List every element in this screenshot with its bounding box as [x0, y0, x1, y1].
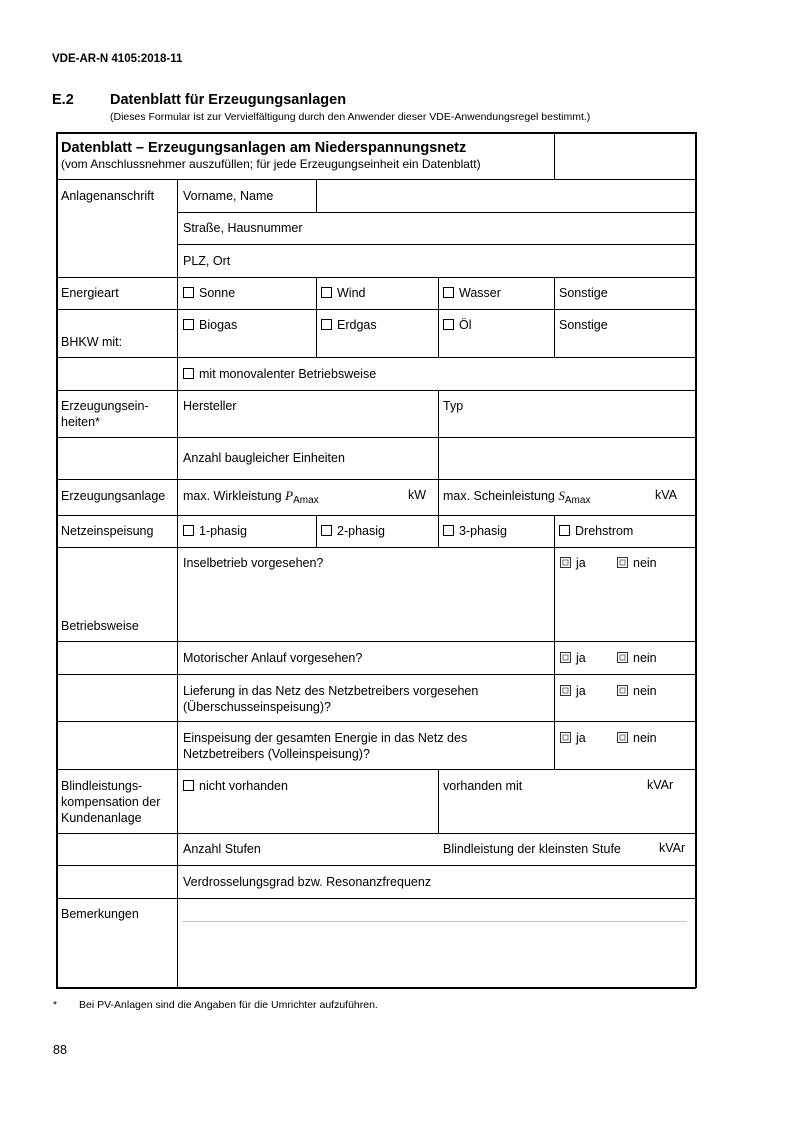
hline [56, 309, 696, 310]
smallest-stage-label: Blindleistung der kleinsten Stufe [443, 842, 621, 856]
compensation-present-label: vorhanden mit [443, 779, 523, 793]
energy-other-label: Sonstige [559, 286, 608, 300]
checkbox-icon[interactable] [617, 685, 628, 696]
island-question: Inselbetrieb vorgesehen? [183, 556, 324, 570]
apparent-power-text: max. Scheinleistung [443, 489, 555, 503]
plant-label: Erzeugungsanlage [61, 489, 166, 503]
checkbox-icon[interactable] [617, 557, 628, 568]
motor-start-no[interactable] [617, 650, 657, 666]
option-label: Erdgas [337, 318, 377, 332]
option-label: ja [576, 651, 586, 665]
option-label: nein [633, 731, 657, 745]
vline [554, 277, 555, 357]
feed-one-phase-option[interactable] [183, 523, 247, 539]
chp-other-label: Sonstige [559, 318, 608, 332]
section-number: E.2 [52, 92, 74, 108]
full-feed-question: Einspeisung der gesamten Energie in das Netz des Netzbetreibers (Volleinspeisung)? [183, 731, 468, 761]
option-label: nicht vorhanden [199, 779, 288, 793]
vline [554, 515, 555, 769]
island-no[interactable] [617, 555, 657, 571]
operation-label: Betriebsweise [61, 619, 139, 633]
vline [316, 277, 317, 357]
checkbox-icon[interactable] [183, 287, 194, 298]
surplus-no[interactable] [617, 683, 657, 699]
page-number: 88 [53, 1043, 67, 1057]
checkbox-icon[interactable] [617, 732, 628, 743]
active-power-subscript: Amax [293, 495, 319, 506]
option-label: Biogas [199, 318, 238, 332]
energy-water-option[interactable] [443, 285, 501, 301]
energy-wind-option[interactable] [321, 285, 365, 301]
remarks-field[interactable] [178, 899, 695, 987]
footnote-mark: * [53, 999, 58, 1011]
full-feed-yes[interactable] [560, 730, 586, 746]
motor-start-question: Motorischer Anlauf vorgesehen? [183, 651, 363, 665]
option-label: Drehstrom [575, 524, 634, 538]
energy-sun-option[interactable] [183, 285, 235, 301]
hline [56, 769, 696, 770]
feed-three-phase-option[interactable] [443, 523, 507, 539]
option-label: mit monovalenter Betriebsweise [199, 367, 377, 381]
motor-start-yes[interactable] [560, 650, 586, 666]
footnote-text: Bei PV-Anlagen sind die Angaben für die Umrichter aufzuführen. [79, 999, 378, 1011]
hline [56, 547, 696, 548]
stages-label: Anzahl Stufen [183, 842, 261, 856]
vline [438, 769, 439, 833]
checkbox-icon[interactable] [443, 525, 454, 536]
street-field[interactable] [317, 213, 695, 244]
checkbox-icon[interactable] [560, 685, 571, 696]
full-feed-no[interactable] [617, 730, 657, 746]
checkbox-icon[interactable] [443, 287, 454, 298]
address-label: Anlagenanschrift [61, 189, 155, 203]
section-title: Datenblatt für Erzeugungsanlagen [110, 92, 347, 108]
option-label: ja [576, 684, 586, 698]
name-field[interactable] [317, 180, 695, 212]
vline [316, 515, 317, 547]
manufacturer-label: Hersteller [183, 399, 237, 413]
checkbox-icon[interactable] [559, 525, 570, 536]
hline [56, 277, 696, 278]
chp-gas-option[interactable] [321, 317, 377, 333]
border-left [56, 132, 58, 988]
checkbox-icon[interactable] [321, 287, 332, 298]
checkbox-icon[interactable] [321, 319, 332, 330]
checkbox-icon[interactable] [183, 780, 194, 791]
option-label: Wind [337, 286, 366, 300]
document-id: VDE-AR-N 4105:2018-11 [52, 53, 183, 65]
option-label: 2-phasig [337, 524, 385, 538]
hline [56, 674, 696, 675]
border-bottom [56, 987, 696, 989]
surplus-question: Lieferung in das Netz des Netzbetreibers vorgesehen (Überschusseinspeisung)? [183, 684, 479, 714]
unit-count-field[interactable] [439, 438, 695, 479]
compensation-label: Blindleistungs-kompensation der Kundenanlage [61, 779, 161, 825]
checkbox-icon[interactable] [183, 368, 194, 379]
border-right [695, 132, 697, 988]
city-field[interactable] [317, 245, 695, 277]
smallest-stage-unit: kVAr [659, 841, 686, 855]
datasheet-form [56, 132, 696, 988]
remarks-label: Bemerkungen [61, 907, 139, 921]
hline [56, 515, 696, 516]
hline [56, 479, 696, 480]
form-title: Datenblatt – Erzeugungsanlagen am Niederspannungsnetz [61, 140, 467, 156]
feed-rotary-option[interactable] [559, 523, 633, 539]
hline [56, 357, 696, 358]
hline [56, 721, 696, 722]
form-title-field[interactable] [555, 133, 694, 178]
compensation-none-option[interactable] [183, 778, 288, 794]
apparent-power-symbol: S [558, 488, 565, 503]
active-power-symbol: P [285, 488, 294, 503]
type-label: Typ [443, 399, 464, 413]
vline [177, 179, 178, 987]
name-label: Vorname, Name [183, 189, 274, 203]
option-label: 3-phasig [459, 524, 507, 538]
island-yes[interactable] [560, 555, 586, 571]
option-label: ja [576, 731, 586, 745]
checkbox-icon[interactable] [560, 652, 571, 663]
apparent-power-subscript: Amax [564, 495, 591, 506]
section-subtitle: (Dieses Formular ist zur Vervielfältigung durch den Anwender dieser VDE-Anwendungsregel bestimmt.) [110, 111, 591, 123]
active-power-label [183, 488, 319, 509]
checkbox-icon[interactable] [183, 319, 194, 330]
apparent-power-label [443, 488, 590, 509]
option-label: Wasser [459, 286, 501, 300]
checkbox-icon[interactable] [560, 557, 571, 568]
chp-oil-option[interactable] [443, 317, 472, 333]
unit-count-label: Anzahl baugleicher Einheiten [183, 451, 345, 465]
energy-type-label: Energieart [61, 286, 119, 300]
hline [56, 865, 696, 866]
form-subtitle: (vom Anschlussnehmer auszufüllen; für jede Erzeugungseinheit ein Datenblatt) [61, 157, 481, 171]
chp-mono-option[interactable] [183, 366, 376, 382]
feed-two-phase-option[interactable] [321, 523, 385, 539]
city-label: PLZ, Ort [183, 254, 231, 268]
option-label: nein [633, 651, 657, 665]
street-label: Straße, Hausnummer [183, 221, 303, 235]
vline [438, 277, 439, 357]
hline [56, 641, 696, 642]
option-label: Öl [459, 318, 472, 332]
option-label: ja [576, 556, 586, 570]
hline [56, 390, 696, 391]
hline [56, 833, 696, 834]
chp-biogas-option[interactable] [183, 317, 237, 333]
checkbox-icon[interactable] [560, 732, 571, 743]
active-power-unit: kW [408, 488, 427, 502]
feed-in-label: Netzeinspeisung [61, 524, 154, 538]
checkbox-icon[interactable] [183, 525, 194, 536]
surplus-yes[interactable] [560, 683, 586, 699]
checkbox-icon[interactable] [443, 319, 454, 330]
compensation-unit: kVAr [647, 778, 674, 792]
checkbox-icon[interactable] [617, 652, 628, 663]
units-label: Erzeugungsein-heiten* [61, 399, 149, 429]
option-label: Sonne [199, 286, 236, 300]
chp-label: BHKW mit: [61, 335, 123, 349]
checkbox-icon[interactable] [321, 525, 332, 536]
detuning-label: Verdrosselungsgrad bzw. Resonanzfrequenz [183, 875, 432, 889]
active-power-text: max. Wirkleistung [183, 489, 282, 503]
option-label: nein [633, 556, 657, 570]
apparent-power-unit: kVA [655, 488, 677, 502]
option-label: nein [633, 684, 657, 698]
option-label: 1-phasig [199, 524, 247, 538]
